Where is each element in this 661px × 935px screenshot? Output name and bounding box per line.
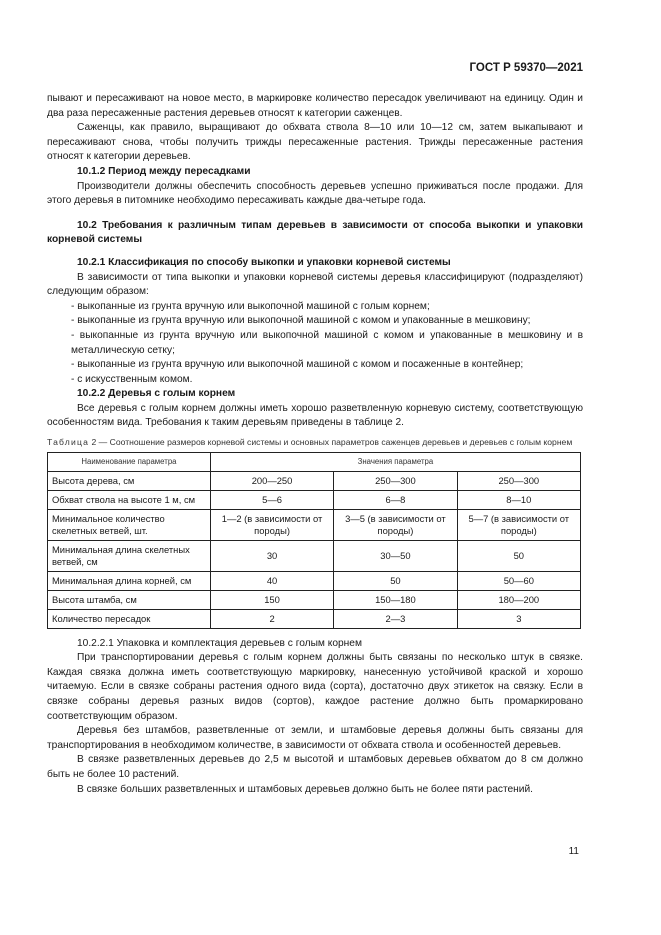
param-value: 5—7 (в зависимости от породы) [457,509,580,540]
paragraph: При транспортировании деревья с голым корнем должны быть связаны по несколько штук в связке. Каждая связка должна иметь соответствующую маркировку, нанесенную устойчивой краской и хорошо читаемую. Если в связке собраны растения одного вида (сорта), достаточно двух этикеток на связку. Если в связке собраны деревья разных видов (сортов), каждое растение должно быть промаркировано соответствующим образом. [47,652,583,722]
table-row [48,490,581,509]
param-name: Высота дерева, см [48,471,211,490]
table-row [48,571,581,590]
subsection-heading: 10.2.2.1 Упаковка и комплектация деревьев с голым корнем [77,637,362,649]
standard-code: ГОСТ Р 59370—2021 [469,62,583,74]
param-value: 200—250 [210,471,333,490]
param-value: 6—8 [334,490,457,509]
param-value: 2—3 [334,609,457,628]
param-value: 3—5 (в зависимости от породы) [334,509,457,540]
param-name: Высота штамба, см [48,590,211,609]
header-values: Значения параметра [210,452,580,471]
list-item: - выкопанные из грунта вручную или выкопочной машиной с комом и упакованные в мешковину и в металлическую сетку; [71,329,583,356]
table-row [48,540,581,571]
table-row [48,471,581,490]
param-value: 250—300 [334,471,457,490]
param-value: 1—2 (в зависимости от породы) [210,509,333,540]
list-item: - выкопанные из грунта вручную или выкопочной машиной с голым корнем; [71,300,430,312]
param-value: 5—6 [210,490,333,509]
table-row [48,590,581,609]
param-value: 2 [210,609,333,628]
paragraph: Деревья без штамбов, разветвленные от земли, и штамбовые деревья должны быть связаны для транспортирования в необходимом количестве, в зависимости от обхвата ствола и особенностей деревьев. [47,725,583,751]
list-item: - выкопанные из грунта вручную или выкопочной машиной с комом и упакованные в мешковину; [71,315,531,327]
table-header-row [48,452,581,471]
table-caption-label: Таблица [47,437,90,448]
parameters-table [47,452,581,629]
page-number: 11 [568,846,579,857]
table-caption [47,437,583,449]
param-value: 8—10 [457,490,580,509]
paragraph: Саженцы, как правило, выращивают до обхвата ствола 8—10 или 10—12 см, затем выкапывают и пересаживают снова, чтобы получить трижды пересаженные растения. Трижды пересаженные растения относят к категории деревьев. [47,122,583,163]
param-value: 3 [457,609,580,628]
param-value: 50 [457,540,580,571]
paragraph: Все деревья с голым корнем должны иметь хорошо разветвленную корневую систему, соответствующую особенностям вида. Требования к таким деревьям приведены в таблице 2. [47,402,583,429]
table-row [48,509,581,540]
header-param: Наименование параметра [48,452,211,471]
table-row [48,609,581,628]
param-value: 180—200 [457,590,580,609]
page-body [47,92,583,797]
param-value: 40 [210,571,333,590]
param-value: 150—180 [334,590,457,609]
param-value: 50—60 [457,571,580,590]
param-name: Количество пересадок [48,609,211,628]
param-name: Обхват ствола на высоте 1 м, см [48,490,211,509]
paragraph: пывают и пересаживают на новое место, в маркировке количество пересадок увеличивают на единицу. Один и два раза пересаженные растения деревьев относят к категории саженцев. [47,93,583,119]
paragraph: В связке разветвленных деревьев до 2,5 м высотой и штамбовых деревьев обхватом до 8 см должно быть не более 10 растений. [47,754,583,780]
param-name: Минимальная длина корней, см [48,571,211,590]
param-value: 250—300 [457,471,580,490]
section-heading: 10.2.1 Классификация по способу выкопки и упаковки корневой системы [77,256,451,268]
param-name: Минимальное количество скелетных ветвей, шт. [48,509,211,540]
section-heading: 10.2.2 Деревья с голым корнем [77,388,236,400]
paragraph: В связке больших разветвленных и штамбовых деревьев должно быть не более пяти растений. [77,783,534,795]
paragraph: В зависимости от типа выкопки и упаковки корневой системы деревья классифицируют (подразделяют) следующим образом: [47,271,583,298]
list-item: - с искусственным комом. [71,373,193,385]
param-value: 30—50 [334,540,457,571]
param-name: Минимальная длина скелетных ветвей, см [48,540,211,571]
section-heading: 10.2 Требования к различным типам деревьев в зависимости от способа выкопки и упаковки корневой системы [47,219,583,246]
param-value: 30 [210,540,333,571]
section-heading: 10.1.2 Период между пересадками [77,165,251,177]
paragraph: Производители должны обеспечить способность деревьев успешно приживаться после продажи. Для этого деревья в питомнике необходимо пересаживать каждые два-четыре года. [47,180,583,207]
param-value: 150 [210,590,333,609]
param-value: 50 [334,571,457,590]
table-caption-text: 2 — Соотношение размеров корневой системы и основных параметров саженцев деревьев и деревьев с голым корнем [89,437,573,448]
list-item: - выкопанные из грунта вручную или выкопочной машиной с комом и посаженные в контейнер; [71,359,524,371]
